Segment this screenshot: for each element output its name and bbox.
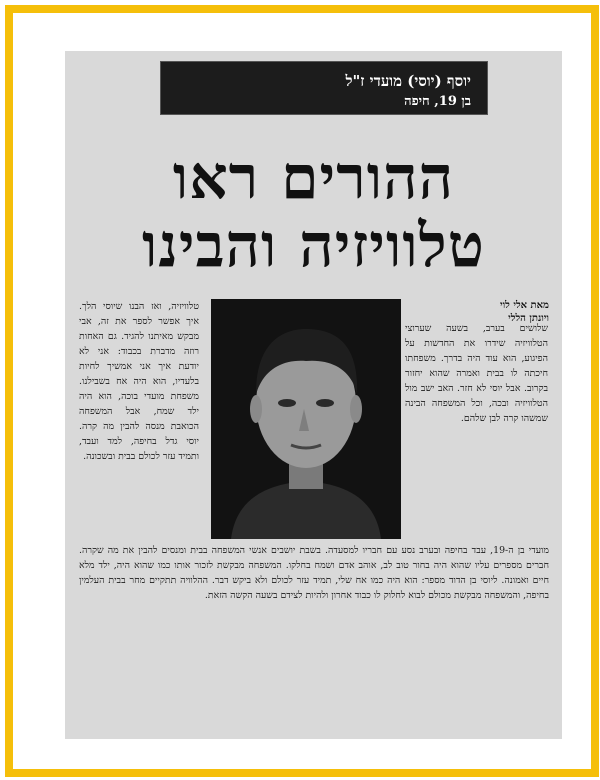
headline-line-2: טלוויזיה והבינו	[142, 211, 485, 281]
portrait-photo	[211, 299, 401, 539]
byline-line-1: מאת אלי לוי	[500, 300, 549, 311]
yellow-border-frame	[5, 5, 599, 777]
memorial-name: יוסף (יוסי) מועדי ז"ל	[345, 72, 471, 90]
byline-line-2: ויונתן הללי	[508, 313, 549, 324]
newspaper-clipping	[65, 51, 562, 739]
article-column-right: שלושים בערב, בשעה שערוצי הטלוויזיה שידרו את החדשות על הפיגוע, הוא עוד היה בדרך. משפחתו חיכתה לו בבית ואמרה שהוא יחזור בקרוב. אבל יוסי לא חזר. האב ישב מול הטלוויזיה ובכה, וכל המשפחה הבינה שמשהו קרה לבן שלהם.	[405, 323, 548, 424]
article-column-left: טלוויזיה, ואז הבנו שיוסי הלך. איך אפשר לספר את זה, אבי מבקש מאיתנו להגיד. גם האחות רוזה מדברת בכבוד: אני לא יודעת איך אני אמשיך לחיות בלעדיו, הוא היה אח בשבילנו. משפחת מועדי בוכה, הוא היה ילד שמח, אבל המשפחה הכואבת מנסה להבין מה קרה. יוסי גדל בחיפה, למד ועבד, ותמיד עזר לכולם בבית ובשכונה.	[79, 301, 199, 462]
portrait-image	[211, 299, 401, 539]
memorial-header-box	[160, 61, 488, 115]
memorial-age-city: בן 19, חיפה	[404, 94, 471, 109]
headline-line-1: ההורים ראו	[172, 143, 455, 213]
article-bottom-text: מועדי בן ה-19, עבד בחיפה ובערב נסע עם חבריו למסעדה. בשבת יושבים אנשי המשפחה בבית ומנסים להבין את מה שקרה. חברים מספרים עליו שהוא היה בחור טוב לב, אוהב אדם ושמח בחלקו. המשפחה מבקשת לזכור אותו כמו שהוא היה, ילד מלא חיים ואמונה. ליוסי בן הדוד מספר: הוא היה כמו אח שלי, תמיד עזר לכולם ולא ביקש דבר. ההלוויה תתקיים מחר בבית העלמין בחיפה, והמשפחה מבקשת מכולם לבוא לחלוק לו כבוד אחרון ולהיות לצידם בשעה הקשה הזאת.	[79, 545, 549, 601]
